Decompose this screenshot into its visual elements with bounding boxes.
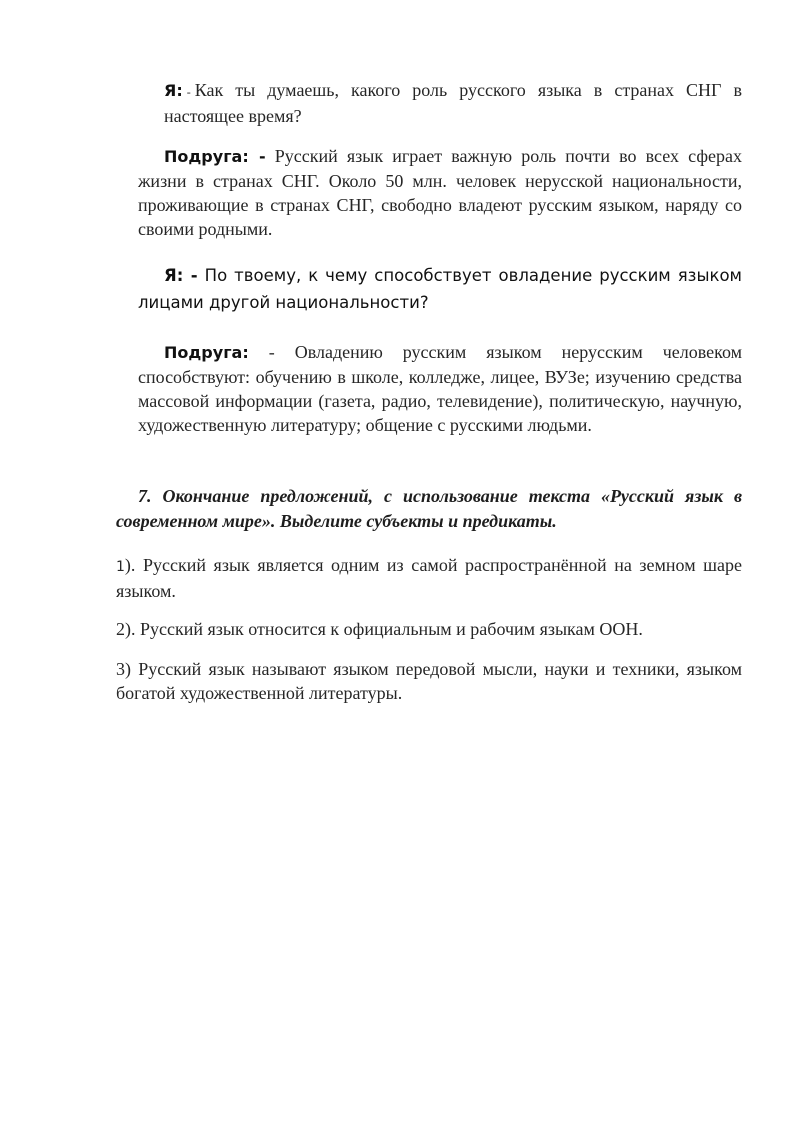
- speaker-label: Я: -: [164, 266, 198, 285]
- dialog-text: Как ты думаешь, какого роль русского языка в странах СНГ в настоящее время?: [164, 80, 742, 126]
- sentence-item: 3) Русский язык называют языком передовой мысли, науки и техники, языком богатой художественной литературы.: [116, 659, 742, 703]
- sentence-number: 1: [116, 559, 125, 575]
- task-heading: 7. Окончание предложений, с использование текста «Русский язык в современном мире». Выделите субъекты и предикаты.: [116, 486, 742, 531]
- dialog-line-answer-2: [138, 340, 742, 437]
- sentence-text: Русский язык называют языком передовой мысли, науки и техники, языком богатой художественной литературы.: [116, 659, 742, 703]
- speaker-label: Я:: [164, 81, 183, 100]
- dialog-line-answer-1: [138, 144, 742, 241]
- dash-separator: -: [186, 85, 191, 99]
- dialog-text: Русский язык играет важную роль почти во всех сферах жизни в странах СНГ. Около 50 млн. человек нерусской национальности, проживающие в странах СНГ, свободно владеют русским языком, наряду со своими родными.: [138, 146, 743, 239]
- sentence-text: ). Русский язык является одним из самой распространённой на земном шаре языком.: [116, 555, 742, 601]
- dialog-line-question-1: [164, 78, 742, 128]
- sentence-number: 2: [116, 619, 125, 639]
- sentence-item: [116, 617, 742, 641]
- sentence-text: ). Русский язык относится к официальным и рабочим языкам ООН.: [125, 619, 643, 639]
- dialog-text: По твоему, к чему способствует овладение русским языком лицами другой национальности?: [138, 266, 742, 312]
- sentence-item: [116, 553, 742, 603]
- sentence-number: 3: [116, 659, 125, 679]
- speaker-label: Подруга: -: [164, 147, 266, 166]
- speaker-label: Подруга:: [164, 343, 249, 362]
- dialog-line-question-2: [138, 262, 742, 316]
- dialog-text: - Овладению русским языком нерусским человеком способствуют: обучению в школе, колледже, лицее, ВУЗе; изучению средства массовой информации (газета, радио, телевидение), политическую, научную, художественную литературу; общение с русскими людьми.: [138, 342, 742, 435]
